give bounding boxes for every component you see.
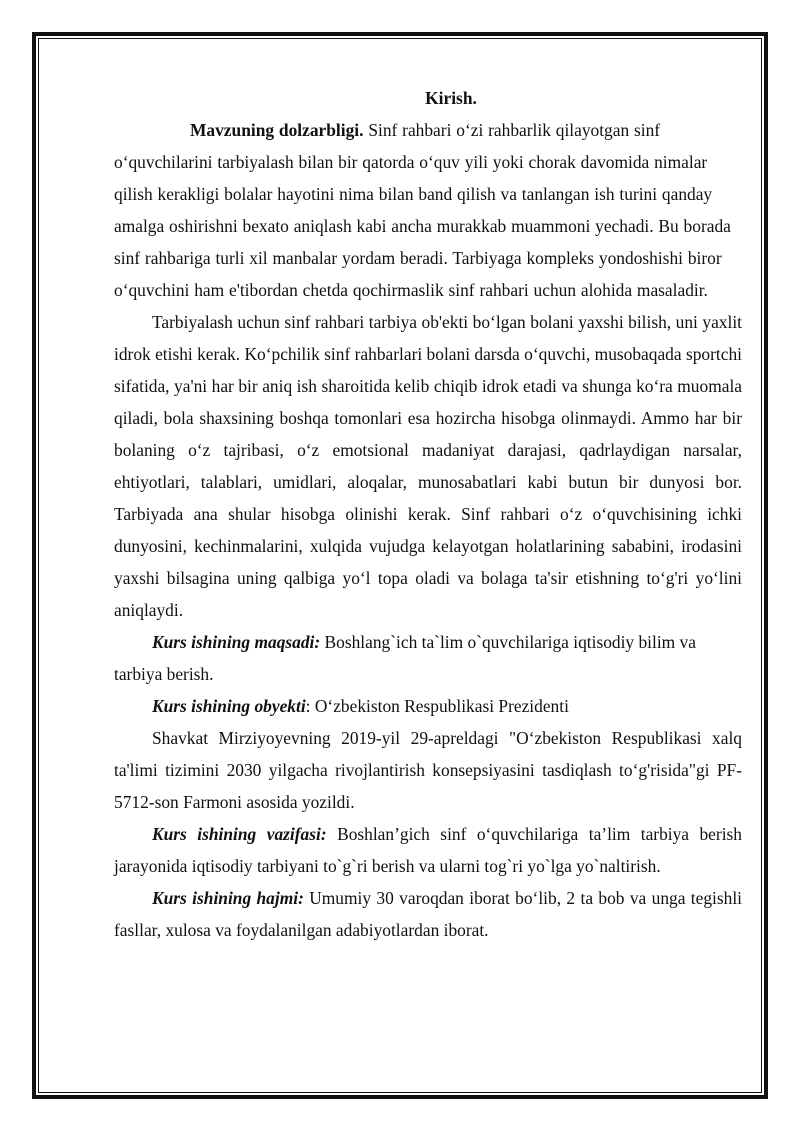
volume-label: Kurs ishining hajmi: [152, 888, 304, 908]
paragraph-volume [114, 882, 742, 946]
document-title: Kirish. [425, 88, 477, 108]
document-body [114, 84, 742, 946]
goal-label: Kurs ishining maqsadi: [152, 632, 321, 652]
tasks-text: Boshlan’gich sinf o‘quvchilariga ta’lim tarbiya berish jarayonida iqtisodiy tarbiyani to`g`ri berish va ularni tog`ri yo`lga yo`naltirish. [114, 824, 742, 876]
paragraph-tasks [114, 818, 742, 882]
paragraph-object [114, 690, 742, 722]
goal-text: Boshlang`ich ta`lim o`quvchilariga iqtisodiy bilim va tarbiya berish. [114, 632, 696, 684]
relevance-heading: Mavzuning dolzarbligi. [190, 120, 364, 140]
paragraph-goal [114, 626, 742, 690]
paragraph-decree: Shavkat Mirziyoyevning 2019-yil 29-apreldagi "O‘zbekiston Respublikasi xalq ta'limi tizimini 2030 yilgacha rivojlantirish konsepsiyasini tasdiqlash to‘g'risida"gi PF-5712-son Farmoni asosida yozildi. [114, 728, 742, 812]
object-text: : O‘zbekiston Respublikasi Prezidenti [305, 696, 569, 716]
paragraph-relevance [114, 114, 742, 306]
paragraph-upbringing: Tarbiyalash uchun sinf rahbari tarbiya ob'ekti bo‘lgan bolani yaxshi bilish, uni yaxlit idrok etishi kerak. Ko‘pchilik sinf rahbarlari bolani darsda o‘quvchi, musobaqada sportchi sifatida, ya'ni har bir aniq ish sharoitida kelib chiqib idrok etadi va shunga ko‘ra muomala qiladi, bola shaxsining boshqa tomonlari esa hozircha hisobga olinmaydi. Ammo har bir bolaning o‘z tajribasi, o‘z emotsional madaniyat darajasi, qadrlaydigan narsalar, ehtiyotlari, talablari, umidlari, aloqalar, munosabatlari kabi butun bir dunyosi bor. Tarbiyada ana shular hisobga olinishi kerak. Sinf rahbari o‘z o‘quvchisining ichki dunyosini, kechinmalarini, xulqida vujudga kelayotgan holatlarining sababini, irodasini yaxshi bilsagina uning qalbiga yo‘l topa oladi va bolaga ta'sir etishning to‘g'ri yo‘lini aniqlaydi. [114, 312, 742, 620]
object-label: Kurs ishining obyekti [152, 696, 306, 716]
volume-text: Umumiy 30 varoqdan iborat bo‘lib, 2 ta bob va unga tegishli fasllar, xulosa va foydalanilgan adabiyotlardan iborat. [114, 888, 742, 940]
tasks-label: Kurs ishining vazifasi: [152, 824, 327, 844]
relevance-text: Sinf rahbari o‘zi rahbarlik qilayotgan sinf o‘quvchilarini tarbiyalash bilan bir qatorda o‘quv yili yoki chorak davomida nimalar qilish kerakligi bolalar hayotini nima bilan band qilish va tanlangan ish turini qanday amalga oshirishni bexato aniqlash kabi ancha murakkab muammoni yechadi. Bu borada sinf rahbariga turli xil manbalar yordam beradi. Tarbiyaga kompleks yondoshishi biror o‘quvchini ham e'tibordan chetda qochirmaslik sinf rahbari uchun alohida masaladir. [114, 120, 731, 300]
